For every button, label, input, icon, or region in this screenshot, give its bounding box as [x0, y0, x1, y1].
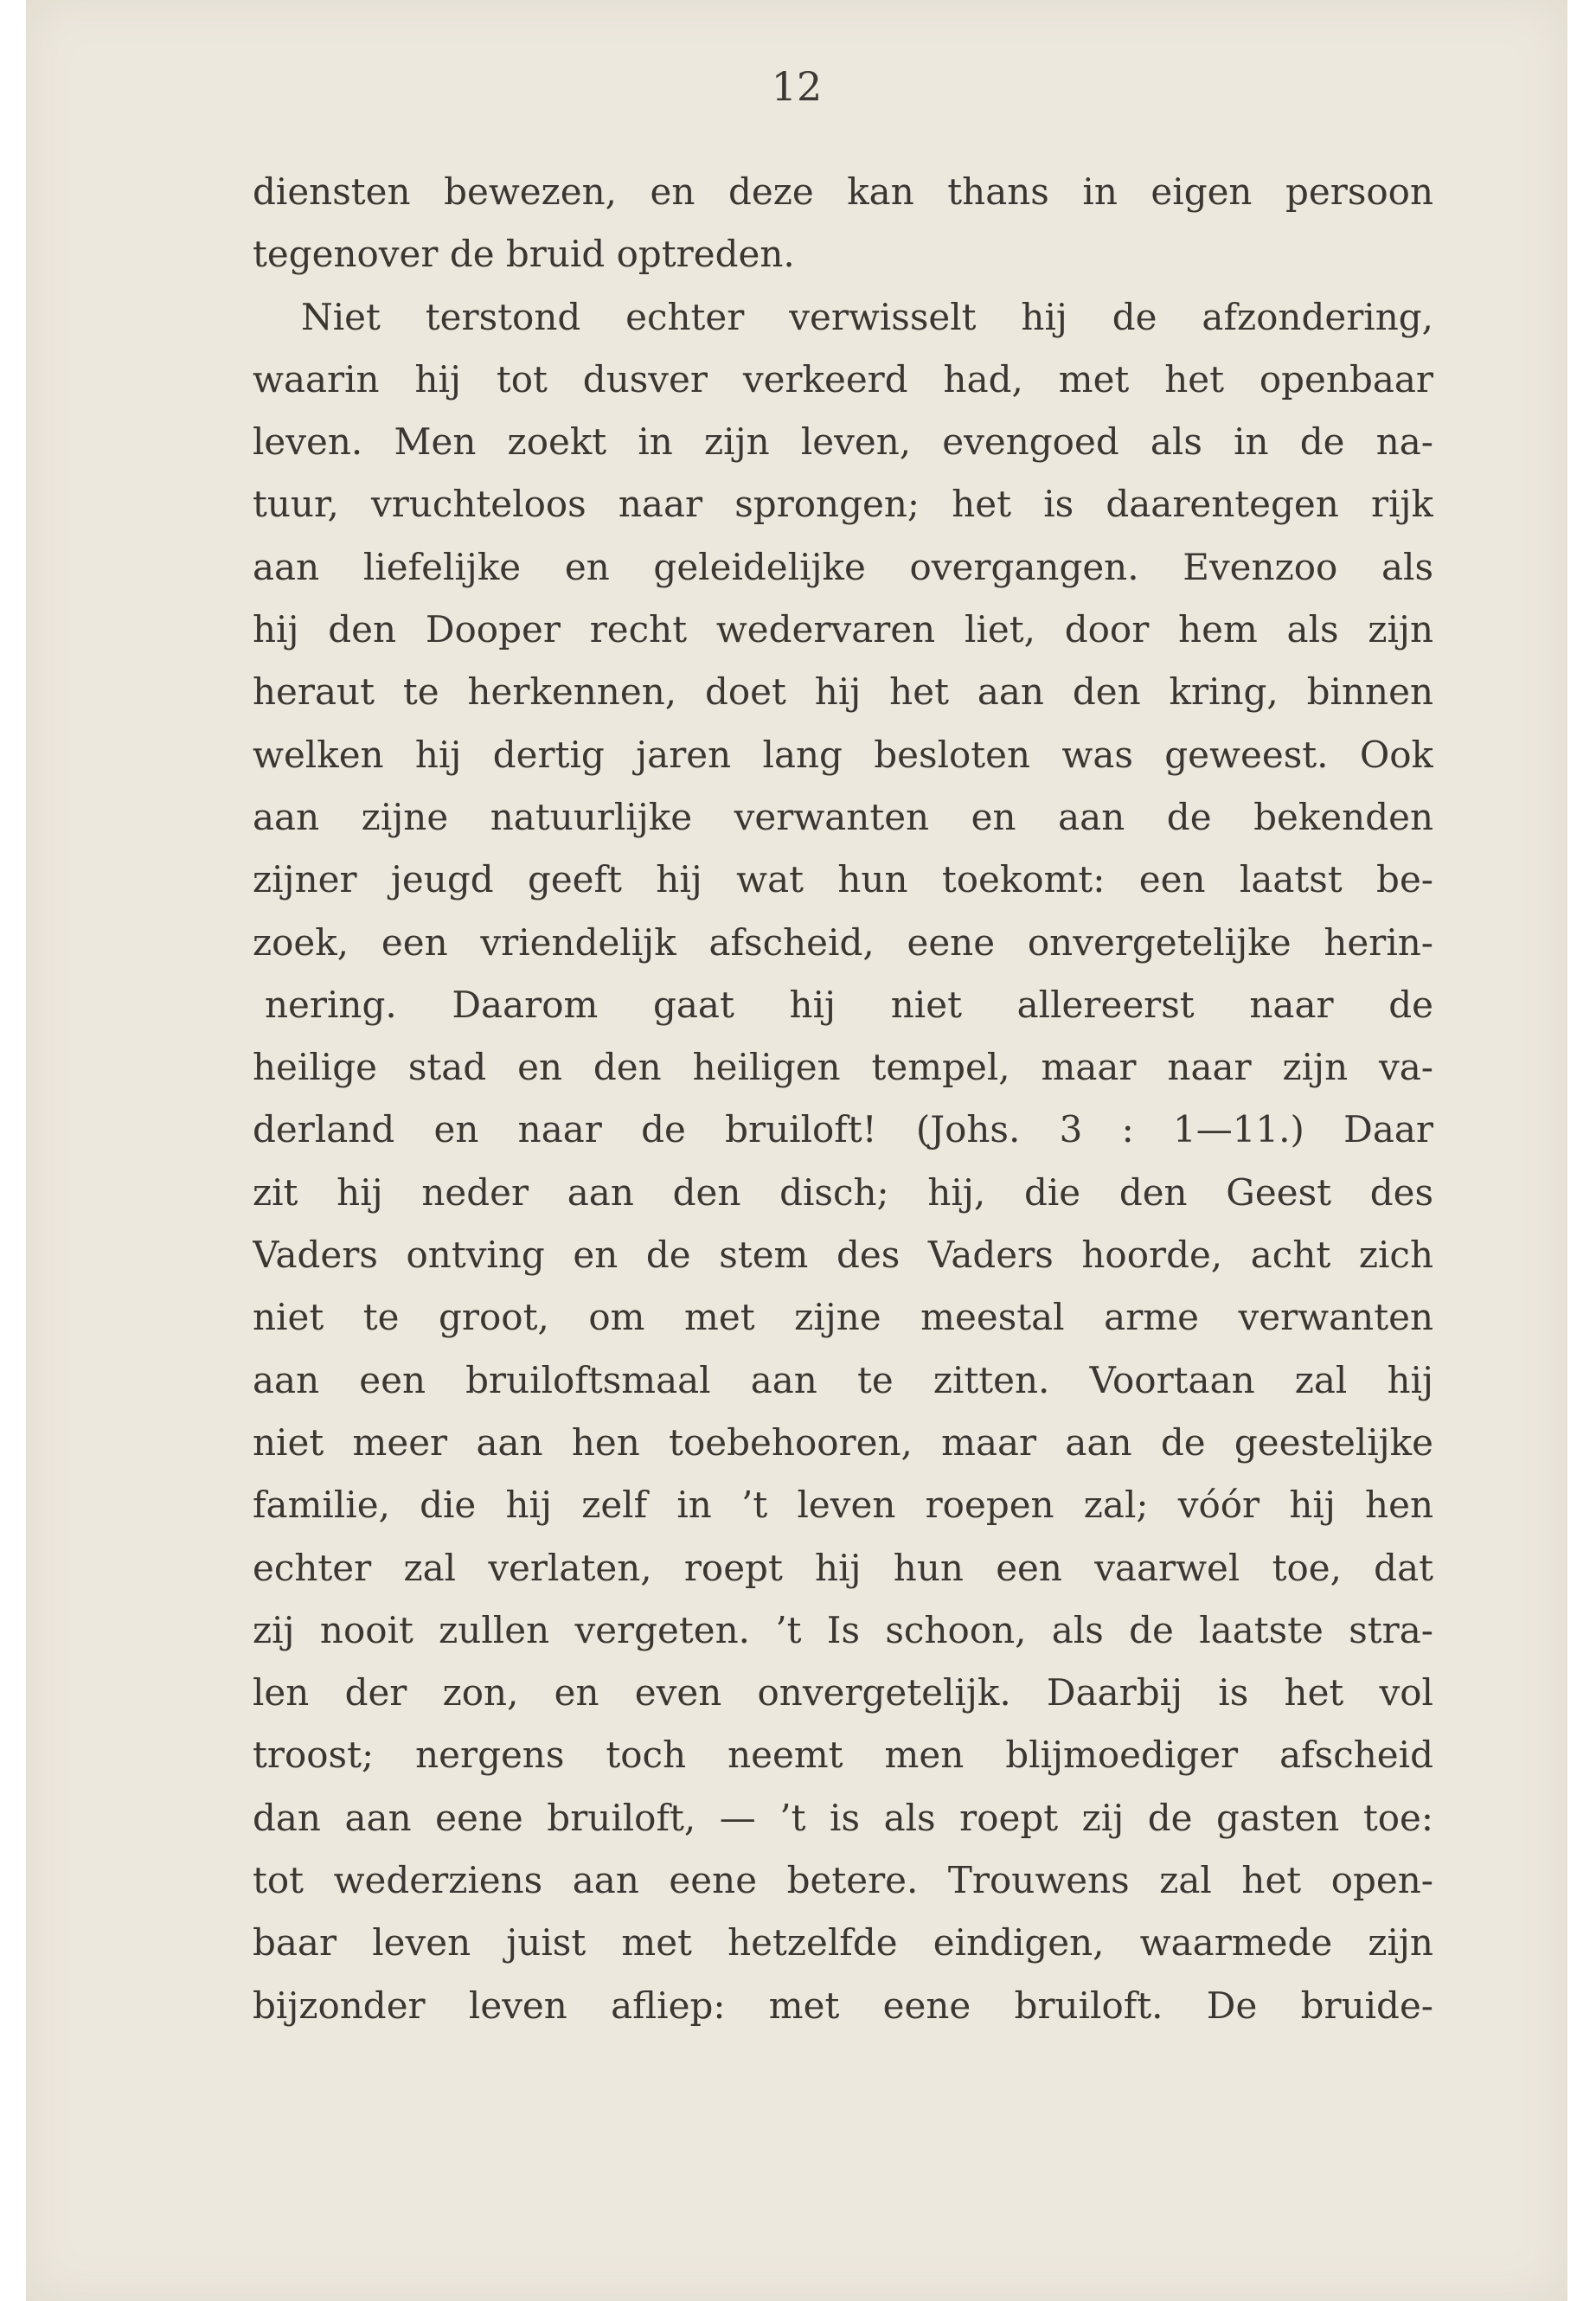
text-line: bijzonder leven afliep: met eene bruiloft. De bruide- [253, 1984, 1433, 2027]
text-line: zijner jeugd geeft hij wat hun toekomt: een laatst be- [253, 858, 1433, 901]
text-line: welken hij dertig jaren lang besloten was geweest. Ook [253, 733, 1433, 776]
text-line: Niet terstond echter verwisselt hij de afzondering, [301, 295, 1433, 338]
text-line: heraut te herkennen, doet hij het aan den kring, binnen [253, 670, 1433, 714]
text-line: zij nooit zullen vergeten. ’t Is schoon, als de laatste stra- [253, 1608, 1433, 1651]
text-line: len der zon, en even onvergetelijk. Daarbij is het vol [253, 1671, 1433, 1715]
text-line: leven. Men zoekt in zijn leven, evengoed als in de na- [253, 420, 1433, 464]
text-line: niet meer aan hen toebehooren, maar aan de geestelijke [253, 1420, 1433, 1464]
text-line: derland en naar de bruiloft! (Johs. 3 : 1—11.) Daar [253, 1108, 1433, 1151]
text-line: diensten bewezen, en deze kan thans in eigen persoon [253, 170, 1433, 213]
text-line: Vaders ontving en de stem des Vaders hoorde, acht zich [253, 1234, 1433, 1277]
text-line: nering. Daarom gaat hij niet allereerst naar de [265, 983, 1433, 1026]
book-page [26, 0, 1567, 2301]
text-line: tuur, vruchteloos naar sprongen; het is daarentegen rijk [253, 483, 1433, 526]
text-line: troost; nergens toch neemt men blijmoediger afscheid [253, 1734, 1433, 1777]
text-line: zit hij neder aan den disch; hij, die den Geest des [253, 1170, 1433, 1214]
text-line: hij den Dooper recht wedervaren liet, door hem als zijn [253, 608, 1433, 651]
text-line: tegenover de bruid optreden. [253, 233, 795, 276]
text-line: aan zijne natuurlijke verwanten en aan de bekenden [253, 795, 1433, 838]
page-number: 12 [771, 63, 823, 110]
text-line: zoek, een vriendelijk afscheid, eene onvergetelijke herin- [253, 920, 1433, 964]
text-line: aan een bruiloftsmaal aan te zitten. Voortaan zal hij [253, 1358, 1433, 1401]
text-line: baar leven juist met hetzelfde eindigen, waarmede zijn [253, 1921, 1433, 1965]
text-line: heilige stad en den heiligen tempel, maar naar zijn va- [253, 1046, 1433, 1089]
text-line: dan aan eene bruiloft, — ’t is als roept zij de gasten toe: [253, 1796, 1433, 1839]
text-line: familie, die hij zelf in ’t leven roepen zal; vóór hij hen [253, 1484, 1433, 1527]
text-line: echter zal verlaten, roept hij hun een vaarwel toe, dat [253, 1546, 1433, 1589]
text-line: tot wederziens aan eene betere. Trouwens zal het open- [253, 1859, 1433, 1902]
text-line: waarin hij tot dusver verkeerd had, met het openbaar [253, 357, 1433, 401]
text-line: niet te groot, om met zijne meestal arme verwanten [253, 1296, 1433, 1339]
text-line: aan liefelijke en geleidelijke overgangen. Evenzoo als [253, 545, 1433, 588]
body-text [253, 161, 1433, 2037]
